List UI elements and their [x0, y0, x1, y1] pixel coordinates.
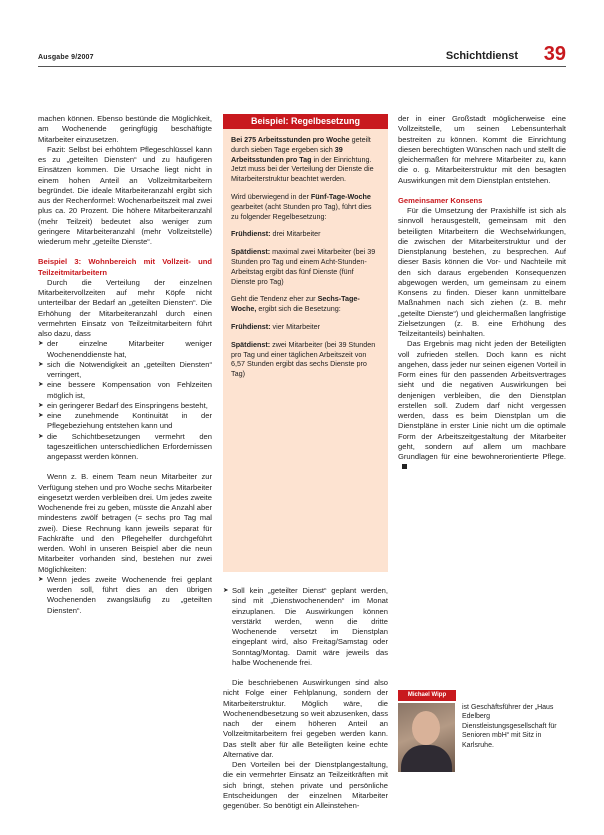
col2-bullet-list — [223, 586, 388, 668]
box-paragraph — [231, 192, 380, 221]
col1-bullet-list-2 — [38, 575, 212, 616]
consensus-heading: Gemeinsamer Konsens — [398, 195, 483, 205]
box-text: gearbeitet (acht Stunden pro Tag), führt dies zu folgender Regelbesetzung: — [231, 201, 372, 221]
author-photo-body — [401, 745, 452, 772]
list-item: ➤ eine zunehmende Kontinuität in der Pflegebeziehung entstehen kann und — [38, 411, 212, 432]
issue-label: Ausgabe 9/2007 — [38, 54, 94, 61]
col1-paragraph-1: machen können. Ebenso bestünde die Möglichkeit, am Wochenende geringfügig beschäftigte Mitarbeiter einzusetzen. — [38, 114, 212, 144]
box-bold: Spätdienst: — [231, 339, 271, 349]
box-text: in der Einrichtung. Jetzt muss bei der Verteilung der Dienste die Mitarbeiterstruktur beachtet werden. — [231, 154, 374, 184]
col1-paragraph-4: Wenn z. B. einem Team neun Mitarbeiter zur Verfügung stehen und pro Woche sechs Mitarbeiter eingesetzt werden verbleiben drei. Um jedes zweite Wochenende frei zu geben, müsste die Anzahl aber mindestens zwölf betragen (= sechs pro Tag mal zwei). Diese Rechnung kann jeweils separat für Fachkräfte und den Pflegehelfer durchgeführt werden. Wohl in unseren Beispiel aber die neun Mitarbeiter vorhanden sind, bestehen nur zwei Möglichkeiten: — [38, 472, 212, 574]
box-paragraph — [231, 135, 380, 184]
box-text: Geht die Tendenz eher zur — [231, 294, 318, 304]
page-number: 39 — [543, 43, 566, 65]
column-3 — [398, 114, 566, 473]
author-info — [398, 690, 566, 749]
author-name: Michael Wipp — [398, 690, 456, 701]
column-1 — [38, 114, 212, 616]
column-2 — [223, 586, 388, 811]
col2-paragraph-2: Den Vorteilen bei der Dienstplangestaltung, die ein vermehrter Einsatz an Teilzeitkräften mit sich bringt, stehen private und persönliche Entscheidungen der einzelnen Mitarbeiter gegenüber. So benötigt ein Alleinstehen- — [223, 760, 388, 810]
end-mark-icon — [402, 464, 407, 469]
box-bold: Frühdienst: — [231, 321, 271, 331]
box-paragraph — [231, 340, 380, 379]
box-text: Wird überwiegend in der — [231, 191, 311, 201]
author-photo — [398, 703, 455, 772]
box-text: vier Mitarbeiter — [270, 321, 321, 331]
col1-paragraph-3: Durch die Verteilung der einzelnen Mitarbeitervollzeiten auf mehr Köpfe nicht unterteilbar der Bedarf an „geteilten Diensten“. Die Erhöhung der Mitarbeiteranzahl durch einen vermehrten Einsatz von Teilzeitmitarbeitern führt also dazu, dass — [38, 277, 212, 338]
box-bold: Sechs-Tage-Woche, — [231, 294, 360, 314]
page-header — [38, 42, 566, 68]
list-item: ➤ Wenn jedes zweite Wochenende frei geplant werden soll, führt dies an den übrigen Wochenenden zwangsläufig zu „geteilten Diensten“. — [38, 575, 212, 616]
list-item: ➤ der einzelne Mitarbeiter weniger Wochenenddienste hat, — [38, 339, 212, 360]
section-title: Schichtdienst — [445, 50, 518, 62]
example-box — [223, 114, 388, 572]
col2-paragraph-1: Die beschriebenen Auswirkungen sind also nicht Folge einer Fehlplanung, sondern der Mitarbeiterstruktur. Möglich wäre, die Wochenendbesetzung so weit abzusenken, dass nach der einem höheren Anteil an Vollzeitmitarbeitern frei gegeben werden kann. Das stellt aber für alle Beteiligten keine echte Alternative dar. — [223, 678, 388, 759]
box-paragraph — [231, 247, 380, 286]
box-text: maximal zwei Mitarbeiter (bei 39 Stunden pro Tag und einem Acht-Stunden-Arbeitstag ergibt das fünf Dienste (fünf Dienste pro Tag) — [231, 247, 376, 286]
col1-paragraph-2: Fazit: Selbst bei erhöhtem Pflegeschlüssel kann es zu „geteilten Diensten“ und zu häufigeren Einsätzen kommen. Die Ursache liegt nicht in einem hohen Anteil an Vollzeitmitarbeitern begründet. Die ideale Mitarbeiteranzahl ergibt sich aus der Rechenformel: Wochenarbeitszeit mal zwei plus ca. 20 Prozent. Die höhere Mitarbeiteranzahl (mehr Teilzeit) bedeutet also weniger zum geringere Mitarbeiteranzahl (mehr Vollzeitstelle) wiederum mehr „geteilte Dienste“. — [38, 144, 212, 246]
box-paragraph — [231, 294, 380, 314]
example-box-title: Beispiel: Regelbesetzung — [223, 114, 388, 129]
list-item: ➤ eine bessere Kompensation von Fehlzeiten möglich ist, — [38, 380, 212, 401]
box-paragraph — [231, 322, 380, 332]
list-item: ➤ die Schichtbesetzungen vermehrt den tageszeitlichen unterschiedlichen Erfordernissen angepasst werden können. — [38, 432, 212, 463]
col3-paragraph-3 — [398, 339, 566, 472]
box-bold: Spätdienst: — [231, 247, 271, 257]
author-photo-face — [412, 711, 440, 745]
list-item: ➤ Soll kein „geteilter Dienst“ geplant werden, sind mit „Dienstwochenenden“ im Monat einzuplanen. Die Auswirkungen können verstärkt werden, wenn die dritte Wochenende versetzt im Dienstplan eingeplant wird, also Freitag/Samstag oder Sonntag/Montag. Damit wäre jeweils das halbe Wochenende frei. — [223, 586, 388, 668]
author-bio: ist Geschäftsführer der „Haus Edelberg Dienstleistungsgesellschaft für Senioren mbH“ mit Sitz in Karlsruhe. — [462, 704, 557, 749]
box-bold: 39 Arbeitsstunden pro Tag — [231, 144, 343, 164]
example-3-heading: Beispiel 3: Wohnbereich mit Vollzeit- und Teilzeitmitarbeitern — [38, 257, 212, 277]
box-bold: Fünf-Tage-Woche — [310, 191, 371, 201]
list-item: ➤ sich die Notwendigkeit an „geteilten Diensten“ verringert, — [38, 360, 212, 381]
box-bold: Frühdienst: — [231, 229, 271, 239]
list-item: ➤ ein geringerer Bedarf des Einspringens besteht, — [38, 401, 212, 411]
box-paragraph — [231, 229, 380, 239]
box-text: zwei Mitarbeiter (bei 39 Stunden pro Tag und einer täglichen Arbeitszeit von 6,57 Stunden ergibt das sechs Dienste pro Tag) — [231, 339, 376, 379]
box-bold: Bei 275 Arbeitsstunden pro Woche — [231, 135, 350, 144]
box-text: geteilt durch sieben Tage ergeben sich — [231, 135, 371, 154]
col3-paragraph-2: Für die Umsetzung der Praxishilfe ist sich als sinnvoll herausgestellt, gemeinsam mit den beteiligten Mitarbeitern die Wechselwirkungen, die zwischen der Mitarbeiterstruktur und der Dienstplanung bestehen, zu besprechen. Auf dieser Basis können die Vor- und Nachteile mit den sich daraus ergebenden Konsequenzen abgewogen werden, um gemeinsam zu einem Konsens zu finden. Dieser kann unmittelbare Maßnahmen nach sich ziehen (z. B. mehr „geteilte Dienste“) und gleichermaßen langfristige Zielsetzungen (z. B. eine Erhöhung des Teilzeitanteils) beinhalten. — [398, 206, 566, 338]
col1-bullet-list — [38, 339, 212, 462]
col3-paragraph-3-text: Das Ergebnis mag nicht jeden der Beteiligten voll zufrieden stellen. Doch kann es nicht angehen, dass jeder nur seinen eigenen Vorteil in Form eines für den passenden Arbeitsvertrages sieht und die negativen Auswirkungen bei denjenigen verbleiben, die den Dienstplan erstellen soll. Zudem darf nicht vergessen werden, dass es beim Dienstplan um die Dienstpläne in erster Linie nicht um die optimale Form der Arbeitszeitgestaltung der Mitarbeiter geht, sondern auf allem um machbare Grundlagen für eine bewohnerorientierte Pflege. — [398, 339, 566, 461]
example-box-body — [223, 129, 388, 393]
header-rule — [38, 66, 566, 67]
box-text: drei Mitarbeiter — [270, 229, 321, 239]
col3-paragraph-1: der in einer Großstadt möglicherweise eine Vollzeitstelle, um seinen Lebensunterhalt bestreiten zu können. Kommt die Einrichtung diesen berechtigten Wünschen nach und stellt die gleichermaßen für mehrere Mitarbeiter zu, kann die o. g. Mitarbeiterstruktur mit den besagten Auswirkungen mit dem Dienstplan entstehen. — [398, 114, 566, 185]
box-text: ergibt sich die Besetzung: — [256, 304, 341, 314]
